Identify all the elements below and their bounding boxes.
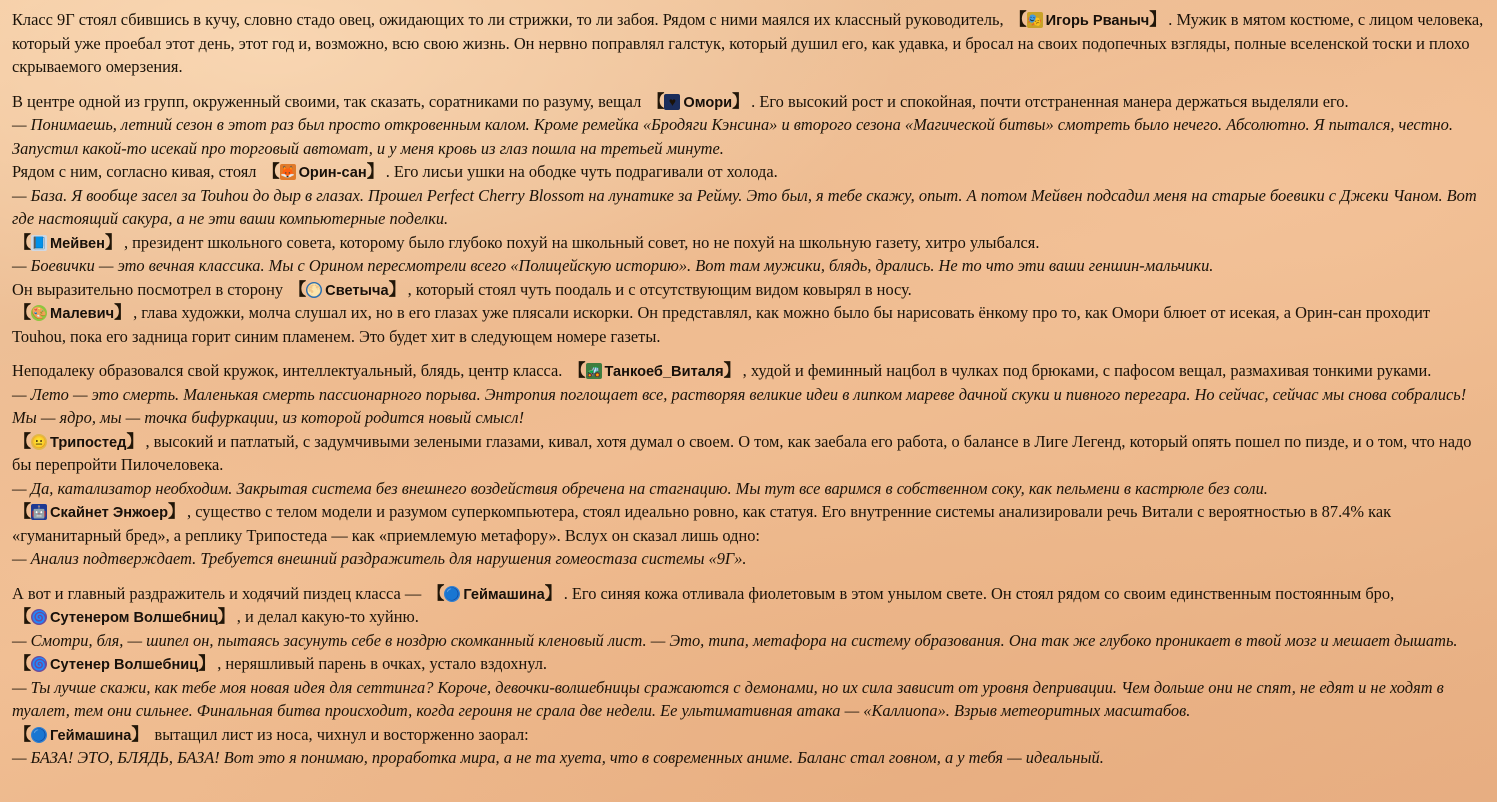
avatar: 🔵 — [31, 727, 47, 742]
character-tag[interactable] — [12, 233, 124, 254]
bracket-close: 】 — [388, 279, 406, 299]
text-run: Рядом с ним, согласно кивая, стоял — [12, 162, 261, 181]
bracket-close: 】 — [217, 607, 235, 626]
dialogue-line — [12, 629, 1487, 653]
avatar: 🌕 — [306, 282, 322, 297]
narration-paragraph — [12, 301, 1487, 348]
narration-paragraph — [12, 723, 1487, 747]
text-run: В центре одной из групп, окруженный своими, так сказать, соратниками по разуму, вещал — [12, 91, 646, 111]
bracket-open: 【 — [289, 279, 307, 299]
bracket-open: 【 — [262, 162, 280, 181]
avatar: 🎨 — [31, 306, 47, 320]
bracket-open: 【 — [427, 583, 445, 603]
avatar: 🌀 — [31, 610, 47, 624]
dialogue-line — [12, 477, 1487, 501]
narration-paragraph — [12, 90, 1487, 114]
paragraph-spacer — [12, 348, 1487, 359]
text-run: А вот и главный раздражитель и ходячий пиздец класса — — [12, 583, 426, 603]
dialogue-line — [12, 676, 1487, 723]
avatar: 🔵 — [444, 586, 460, 601]
bracket-open: 【 — [14, 232, 31, 252]
dialogue-line — [12, 254, 1487, 278]
character-name: Мейвен — [50, 235, 105, 252]
character-tag[interactable] — [12, 654, 217, 675]
avatar: 📘 — [31, 235, 47, 250]
character-tag[interactable] — [567, 361, 743, 382]
bracket-close: 】 — [366, 162, 384, 181]
text-run: — БАЗА! ЭТО, БЛЯДЬ, БАЗА! Вот это я понимаю, проработка мира, а не та хуета, что в современных аниме. Баланс стал говном, а у тебя — идеальный. — [12, 748, 1104, 767]
bracket-close: 】 — [131, 724, 149, 744]
bracket-open: 【 — [1009, 10, 1027, 29]
character-name: Сутенер Волшебниц — [50, 657, 199, 673]
bracket-close: 】 — [198, 654, 216, 673]
avatar: 😐 — [31, 434, 47, 449]
bracket-close: 】 — [732, 91, 750, 111]
text-run: — Боевички — это вечная классика. Мы с Орином пересмотрели всего «Полицейскую историю». Вот там мужики, блядь, дрались. Не то что эти ваши геншин-мальчики. — [12, 256, 1214, 275]
text-run: , высокий и патлатый, с задумчивыми зелеными глазами, кивал, хотя думал о своем. О том, как заебала его работа, о балансе в Лиге Легенд, который опять пошел по пизде, и о том, что надо бы перепройти Пилочеловека. — [12, 431, 1472, 474]
bracket-close: 】 — [723, 361, 741, 380]
avatar: 🚜 — [586, 364, 601, 378]
text-run: — Анализ подтверждает. Требуется внешний раздражитель для нарушения гомеостаза системы «9Г». — [12, 549, 747, 568]
narration-paragraph — [12, 652, 1487, 676]
dialogue-line — [12, 113, 1487, 160]
character-tag[interactable] — [645, 92, 751, 113]
text-run: — Понимаешь, летний сезон в этот раз был просто откровенным калом. Кроме ремейка «Бродяги Кэнсина» и второго сезона «Магической битвы» смотреть было нечего. Абсолютно. Я пытался, честно. Запустил какой-то исекай про торговый автомат, и у меня кровь из глаз пошла на третьей минуте. — [12, 115, 1453, 158]
narration-paragraph — [12, 359, 1487, 383]
avatar: ♥ — [664, 94, 680, 110]
character-tag[interactable] — [12, 502, 187, 523]
character-name: Геймашина — [50, 727, 132, 744]
dialogue-line — [12, 383, 1487, 430]
bracket-open: 【 — [647, 91, 665, 111]
bracket-close: 】 — [544, 583, 562, 603]
bracket-open: 【 — [568, 361, 586, 380]
character-tag[interactable] — [12, 725, 150, 746]
text-run: , существо с телом модели и разумом суперкомпьютера, стоял идеально ровно, как статуя. Его внутренние системы анализировали речь Витали с вероятностью в 87.4% как «гуманитарный бред», а реплику Трипостеда — как «приемлемую метафору». Вслух он сказал лишь одно: — [12, 502, 1392, 545]
avatar: 🌀 — [31, 657, 47, 671]
character-name: Сутенером Волшебниц — [50, 610, 218, 626]
bracket-open: 【 — [14, 303, 31, 322]
dialogue-line — [12, 746, 1487, 770]
bracket-close: 】 — [104, 232, 122, 252]
bracket-close: 】 — [114, 303, 132, 322]
narration-paragraph — [12, 430, 1487, 477]
character-name: Скайнет Энжоер — [50, 505, 168, 521]
dialogue-line — [12, 547, 1487, 571]
text-run: , худой и феминный нацбол в чулках под брюками, с пафосом вещал, размахивая тонкими руками. — [742, 361, 1432, 380]
bracket-open: 【 — [14, 724, 31, 744]
text-run: — Ты лучше скажи, как тебе моя новая идея для сеттинга? Короче, девочки-волшебницы сражаются с демонами, но их сила зависит от уровня депривации. Чем дольше они не спят, не едят и не ходят в туалет, тем они сильнее. Финальная битва происходит, когда героиня не срала две недели. Ее ультимативная атака — «Каллиопа». Взрыв метеоритных масштабов. — [12, 677, 1444, 720]
text-run: — Смотри, бля, — шипел он, пытаясь засунуть себе в ноздрю скомканный кленовый лист. — Это, типа, метафора на систему образования. Она так же глубоко проникает в твой мозг и мешает дышать. — [12, 630, 1458, 650]
paragraph-spacer — [12, 79, 1487, 90]
character-name: Геймашина — [463, 586, 545, 603]
text-run: Неподалеку образовался свой кружок, интеллектуальный, блядь, центр класса. — [12, 361, 567, 380]
bracket-open: 【 — [14, 654, 31, 673]
narration-paragraph — [12, 8, 1487, 79]
story-body — [12, 8, 1487, 770]
text-run: , и делал какую-то хуйню. — [236, 607, 419, 626]
text-run: , который стоял чуть поодаль и с отсутствующим видом ковырял в носу. — [407, 279, 912, 299]
text-run: . Его лисьи ушки на ободке чуть подрагивали от холода. — [385, 162, 778, 181]
text-run: . Его высокий рост и спокойная, почти отстраненная манера держаться выделяли его. — [751, 91, 1349, 111]
character-name: Малевич — [50, 306, 115, 322]
narration-paragraph — [12, 231, 1487, 255]
character-name: Танкоеб_Виталя — [604, 364, 724, 380]
dialogue-line — [12, 184, 1487, 231]
character-tag[interactable] — [425, 584, 563, 605]
bracket-open: 【 — [14, 502, 31, 521]
character-name: Орин-сан — [298, 165, 367, 181]
avatar: 🎭 — [1027, 13, 1043, 27]
text-run: — База. Я вообще засел за Touhou до дыр в глазах. Прошел Perfect Cherry Blossom на лунатике за Рейму. Это был, я тебе скажу, опыт. А потом Мейвен подсадил меня на старые боевики с Джеки Чаном. Вот где настоящий сакура, а не эти ваши компьютерные поделки. — [12, 185, 1477, 228]
avatar: 🦊 — [280, 165, 296, 179]
character-tag[interactable] — [287, 280, 407, 301]
bracket-open: 【 — [14, 431, 31, 451]
character-name: Омори — [683, 94, 733, 111]
bracket-close: 】 — [126, 431, 144, 451]
character-name: Трипостед — [50, 434, 127, 451]
text-run: , глава художки, молча слушал их, но в его глазах уже плясали искорки. Он представлял, как можно было бы нарисовать ёнкому про то, как Омори блюет от исекая, а Орин-сан проходит Touhou, пока его задница горит синим пламенем. Это будет хит в следующем номере газеты. — [12, 303, 1431, 346]
bracket-close: 】 — [168, 502, 185, 521]
text-run: Класс 9Г стоял сбившись в кучу, словно стадо овец, ожидающих то ли стрижки, то ли забоя. Рядом с ними маялся их классный руководитель, — [12, 10, 1008, 29]
character-name: Игорь Рваныч — [1045, 13, 1150, 29]
narration-paragraph — [12, 582, 1487, 629]
bracket-open: 【 — [14, 607, 31, 626]
character-name: Светыча — [325, 282, 389, 299]
text-run: Он выразительно посмотрел в сторону — [12, 279, 288, 299]
narration-paragraph — [12, 278, 1487, 302]
avatar: 🤖 — [31, 505, 47, 519]
text-run: . Мужик в мятом костюме, с лицом человека, который уже проебал этот день, этот год и, возможно, всю свою жизнь. Он нервно поправлял галстук, который душил его, как удавка, и бросал на своих подопечных взгляды, полные вселенской тоски и плохо скрываемого омерзения. — [12, 10, 1484, 76]
narration-paragraph — [12, 160, 1487, 184]
text-run: вытащил лист из носа, чихнул и восторженно заорал: — [150, 724, 529, 744]
text-run: , президент школьного совета, которому было глубоко похуй на школьный совет, но не похуй на школьную газету, хитро улыбался. — [123, 232, 1040, 252]
text-run: . Его синяя кожа отливала фиолетовым в этом унылом свете. Он стоял рядом со своим единственным постоянным бро, — [563, 583, 1395, 603]
text-run: — Лето — это смерть. Маленькая смерть пассионарного порыва. Энтропия поглощает все, растворяя великие идеи в липком мареве дачной скуки и пивного перегара. Но сейчас, сейчас мы снова собрались! Мы — ядро, мы — точка бифуркации, из которой родится новый смысл! — [12, 384, 1467, 427]
character-tag[interactable] — [12, 607, 237, 628]
character-tag[interactable] — [12, 303, 133, 324]
paragraph-spacer — [12, 571, 1487, 582]
narration-paragraph — [12, 500, 1487, 547]
character-tag[interactable] — [12, 432, 145, 453]
bracket-close: 】 — [1149, 10, 1167, 29]
character-tag[interactable] — [261, 162, 386, 183]
character-tag[interactable] — [1008, 10, 1169, 31]
text-run: , неряшливый парень в очках, устало вздохнул. — [217, 654, 547, 673]
text-run: — Да, катализатор необходим. Закрытая система без внешнего воздействия обречена на стагнацию. Мы тут все варимся в собственном соку, как пельмени в кастрюле без соли. — [12, 478, 1268, 498]
